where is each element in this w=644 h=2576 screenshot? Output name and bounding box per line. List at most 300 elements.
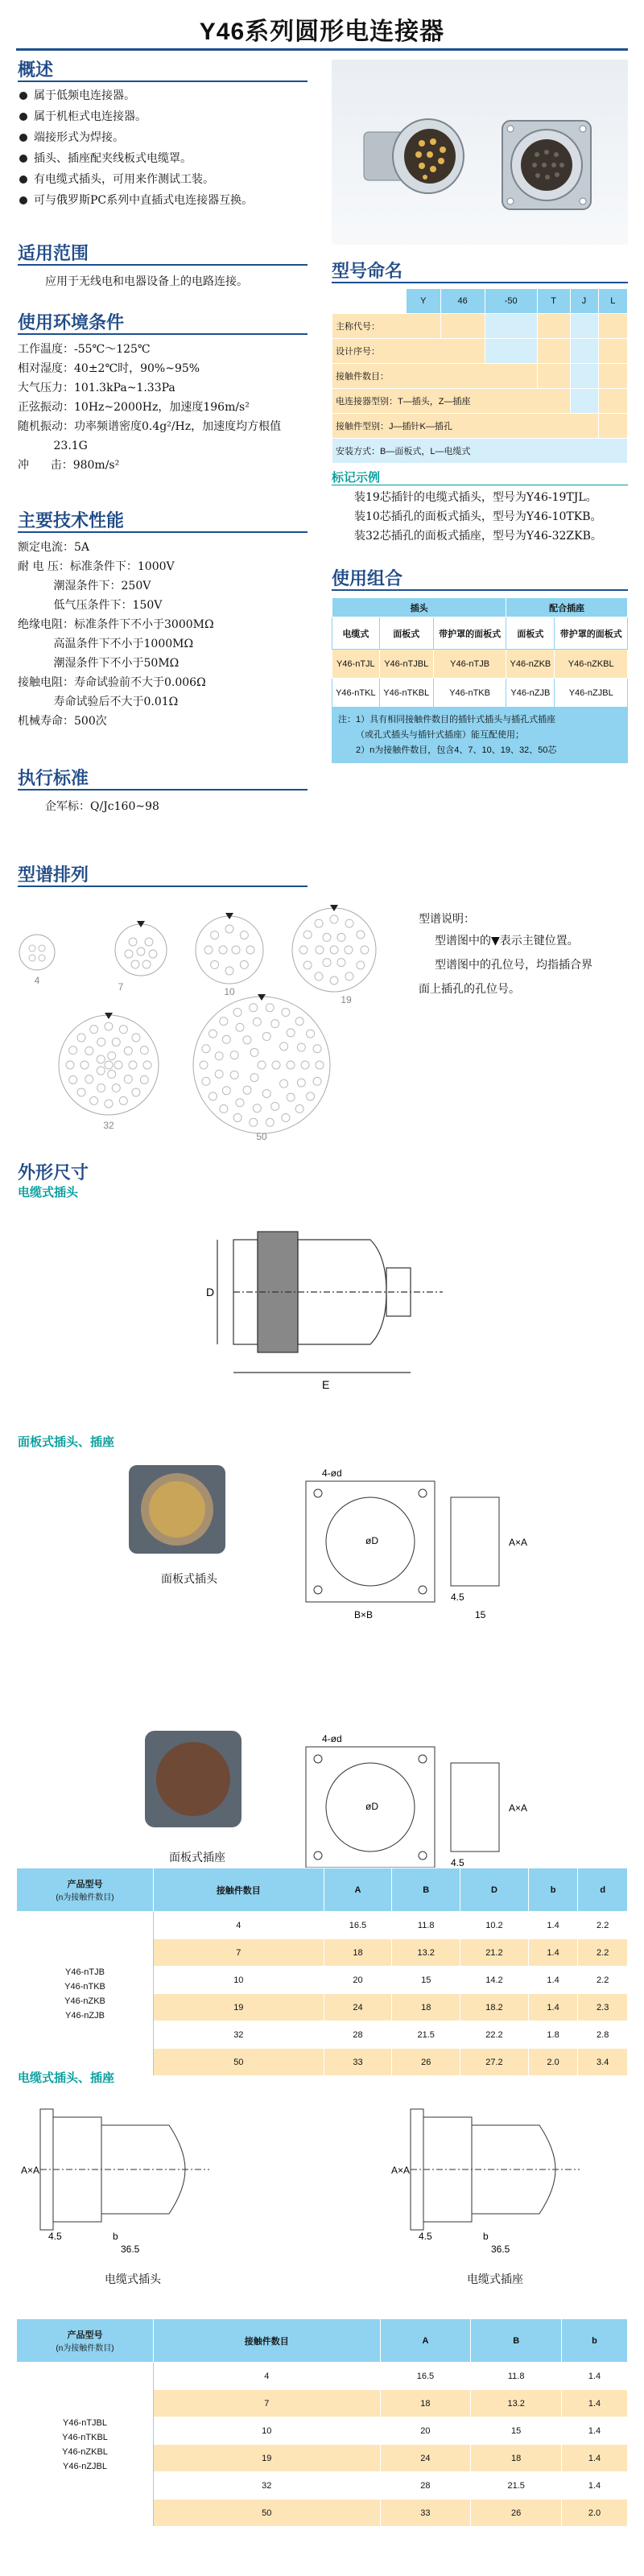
pin-hole (345, 919, 353, 927)
mark-line: 装19芯插针的电缆式插头，型号为Y46-19TJL。 (354, 491, 597, 504)
table1-cell: 22.2 (460, 2021, 529, 2049)
perf-heading: 主要技术性能 (18, 510, 125, 530)
combo-cell: Y46-nTKL (332, 679, 380, 708)
table1-cell: 7 (154, 1939, 324, 1967)
pin-hole (250, 1048, 258, 1056)
dims-heading: 外形尺寸 (18, 1162, 89, 1183)
layout-label: 19 (341, 994, 352, 1005)
table1-cell: 18.2 (460, 1994, 529, 2021)
table2-col: 接触件数目 (154, 2319, 381, 2363)
combo-cell: Y46-nTJL (332, 650, 380, 679)
combo-rule (332, 589, 628, 591)
combo-cell: Y46-nZKB (506, 650, 555, 679)
table2-cell: 26 (471, 2500, 562, 2527)
table2-cell: 19 (154, 2445, 381, 2472)
dims-panel-heading: 面板式插头、插座 (18, 1435, 115, 1449)
layout-19 (292, 908, 376, 992)
table2-cell: 1.4 (562, 2417, 628, 2445)
table2-cell: 15 (471, 2417, 562, 2445)
pin-hole (323, 933, 331, 941)
pin-hole (253, 1018, 261, 1026)
table1-cell: 2.0 (528, 2049, 578, 2076)
pin-hole (85, 1075, 93, 1084)
pin-hole (132, 1088, 140, 1096)
table1-cell: 21.2 (460, 1939, 529, 1967)
scope-rule (18, 264, 308, 266)
dim-4-5: 4.5 (451, 1591, 464, 1603)
dim-4-5: 4.5 (419, 2231, 432, 2242)
table1-row (17, 1912, 628, 1939)
table2-header-model-sub: (n为接触件数目) (56, 2344, 114, 2353)
dim-36-5: 36.5 (121, 2244, 140, 2254)
table1-cell: 13.2 (392, 1939, 460, 1967)
env-line: 23.1G (18, 440, 88, 452)
cable-socket-drawing (386, 2093, 628, 2254)
naming-row: 主称代号： (332, 314, 441, 339)
table1-model-cell (17, 1912, 154, 2076)
env-line: 大气压力：101.3kPa~1.33Pa (18, 382, 175, 394)
perf-line: 潮湿条件下：250V (18, 580, 151, 592)
table2-col: B (471, 2319, 562, 2363)
std-rule (18, 789, 308, 791)
overview-item: 端接形式为焊接。 (18, 127, 324, 148)
pin-hole (230, 1051, 238, 1059)
pin-hole (303, 931, 312, 939)
panel-plug-drawing (298, 1465, 539, 1626)
pin-hole (97, 1055, 105, 1063)
perf-list (18, 538, 214, 731)
pin-hole (105, 1100, 113, 1108)
table2-cell: 4 (154, 2363, 381, 2390)
layout-label: 32 (103, 1120, 114, 1131)
pin-hole (258, 1061, 266, 1069)
pin-hole (233, 1113, 242, 1121)
combo-cell: Y46-nTKB (433, 679, 506, 708)
table1-cell: 18 (324, 1939, 392, 1967)
table1-cell: 26 (392, 2049, 460, 2076)
pin-hole (307, 1092, 315, 1100)
dims-cable-both-heading: 电缆式插头、插座 (18, 2071, 115, 2085)
layout-label: 7 (118, 981, 124, 993)
pin-hole (200, 1061, 208, 1069)
combo-col: 面板式 (506, 617, 555, 650)
overview-item: 可与俄罗斯PC系列中直插式电连接器互换。 (18, 190, 324, 211)
table1-cell: 18 (392, 1994, 460, 2021)
pin-hole (253, 1104, 261, 1113)
pin-hole (114, 1061, 122, 1069)
pin-hole (119, 1026, 127, 1034)
table1-cell: 1.4 (528, 1967, 578, 1994)
table2-cell: 13.2 (471, 2390, 562, 2417)
pin-hole (287, 1061, 295, 1069)
table1-cell: 11.8 (392, 1912, 460, 1939)
mark-heading: 标记示例 (332, 471, 381, 485)
pin-hole (90, 1096, 98, 1104)
table1-cell: 1.8 (528, 2021, 578, 2049)
table1-cell: 2.2 (578, 1939, 628, 1967)
perf-line: 高温条件下不小于1000MΩ (18, 638, 194, 650)
table2-cell: 24 (380, 2445, 471, 2472)
pin-hole (230, 1071, 238, 1079)
pin-hole (80, 1061, 89, 1069)
combo-col: 面板式 (379, 617, 433, 650)
pin-hole (69, 1046, 77, 1055)
dim-dia: øD (365, 1801, 378, 1812)
combo-cell: Y46-nZJBL (555, 679, 628, 708)
perf-line: 接触电阻：寿命试验前不大于0.006Ω (18, 676, 206, 689)
dim-b: b (483, 2231, 489, 2242)
table2-cell: 21.5 (471, 2472, 562, 2500)
pin-hole (316, 946, 324, 954)
pin-hole (97, 1067, 105, 1075)
naming-diagram (332, 288, 628, 464)
pin-hole (77, 1034, 85, 1042)
table1-cell: 24 (324, 1994, 392, 2021)
pin-hole (250, 1004, 258, 1012)
pin-hole (211, 960, 219, 968)
pin-hole (225, 967, 233, 975)
dim-4-5: 4.5 (48, 2231, 62, 2242)
combo-cell: Y46-nZJB (506, 679, 555, 708)
naming-heading: 型号命名 (332, 261, 403, 281)
overview-item: 属于低频电连接器。 (18, 85, 324, 106)
pin-hole (315, 919, 323, 927)
mark-list (354, 488, 602, 546)
dim-E: E (322, 1378, 330, 1391)
scope-heading: 适用范围 (18, 243, 89, 263)
combo-cell: Y46-nTJBL (379, 650, 433, 679)
pin-hole (105, 1061, 113, 1069)
overview-item: 有电缆式插头，可用来作测试工装。 (18, 169, 324, 190)
pin-hole (307, 1030, 315, 1038)
pattern-desc-title: 型谱说明： (419, 913, 475, 926)
combo-heading: 使用组合 (332, 568, 403, 588)
pin-hole (112, 1038, 120, 1046)
table1-cell: 2.3 (578, 1994, 628, 2021)
pin-hole (262, 1033, 270, 1041)
plug-image (364, 119, 464, 193)
perf-line: 机械寿命：500次 (18, 715, 107, 728)
key-triangle (258, 994, 266, 1001)
pin-hole (140, 1046, 148, 1055)
env-line: 冲 击：980m/s² (18, 459, 120, 472)
combo-cell: Y46-nZKBL (555, 650, 628, 679)
perf-line: 绝缘电阻：标准条件下不小于3000MΩ (18, 618, 214, 631)
table1-cell: 33 (324, 2049, 392, 2076)
combo-group-socket: 配合插座 (506, 598, 628, 617)
env-line: 正弦振动：10Hz~2000Hz，加速度196m/s² (18, 401, 250, 414)
pin-hole (236, 1099, 244, 1107)
dim-D: D (206, 1286, 215, 1298)
dim-15: 15 (475, 1875, 486, 1886)
title-divider (16, 48, 628, 51)
pin-hole (204, 946, 213, 954)
overview-list (18, 85, 324, 211)
dim-bxb: B×B (354, 1875, 374, 1886)
pin-hole (282, 1009, 290, 1017)
pin-hole (246, 946, 254, 954)
cable-plug-drawing (201, 1208, 467, 1401)
pin-hole (297, 1043, 305, 1051)
panel-socket-image (137, 1723, 258, 1835)
pin-hole (108, 1052, 116, 1060)
table1-cell: 3.4 (578, 2049, 628, 2076)
pin-hole (222, 1035, 230, 1043)
pin-hole (240, 931, 248, 939)
pin-hole (357, 961, 365, 969)
env-line: 相对湿度：40±2℃时，90%~95% (18, 362, 200, 375)
table1-cell: 20 (324, 1967, 392, 1994)
table2-col: b (562, 2319, 628, 2363)
layout-7 (115, 924, 167, 976)
table2-cell: 28 (380, 2472, 471, 2500)
pattern-heading: 型谱排列 (18, 865, 89, 885)
code-count: -50 (485, 289, 537, 314)
pin-hole (330, 915, 338, 923)
overview-heading: 概述 (18, 60, 54, 80)
table2-row (17, 2363, 628, 2390)
pattern-desc-line: 型谱图中的▼表示主键位置。 (435, 935, 579, 947)
pin-hole (69, 1075, 77, 1084)
table2-model-cell (17, 2363, 154, 2527)
table1-cell: 1.4 (528, 1994, 578, 2021)
table1-cell: 10.2 (460, 1912, 529, 1939)
pin-hole (243, 1036, 251, 1044)
pin-hole (287, 1029, 295, 1037)
pin-hole (316, 1061, 324, 1069)
dim-b: b (113, 2231, 118, 2242)
pin-hole (77, 1088, 85, 1096)
table1-col: b (528, 1868, 578, 1912)
table2-cell: 20 (380, 2417, 471, 2445)
naming-row: 接触件型别：J—插针K—插孔 (332, 414, 599, 439)
table1-cell: 32 (154, 2021, 324, 2049)
pin-hole (233, 1009, 242, 1017)
layout-label: 50 (256, 1131, 267, 1141)
combo-col: 带护罩的面板式 (433, 617, 506, 650)
dim-dia: øD (365, 1535, 378, 1546)
env-rule (18, 333, 308, 335)
table2-cell: 1.4 (562, 2445, 628, 2472)
pin-hole (345, 946, 353, 954)
perf-rule (18, 531, 308, 533)
pin-hole (132, 1034, 140, 1042)
table1-cell: 10 (154, 1967, 324, 1994)
pin-hole (282, 1113, 290, 1121)
overview-item: 属于机柜式电连接器。 (18, 106, 324, 127)
pin-hole (129, 1061, 137, 1069)
table1-cell: 15 (392, 1967, 460, 1994)
dims-cable-plug-heading: 电缆式插头 (18, 1186, 79, 1199)
dim-holes: 4-ød (322, 1733, 342, 1744)
table2-cell: 7 (154, 2390, 381, 2417)
table1-cell: 16.5 (324, 1912, 392, 1939)
table1-col: B (392, 1868, 460, 1912)
std-text: 企军标：Q/Jc160~98 (45, 800, 159, 813)
table1-header-model-sub: (n为接触件数目) (56, 1893, 114, 1902)
pin-hole (220, 1104, 228, 1113)
pin-hole (220, 1018, 228, 1026)
pin-hole (280, 1080, 288, 1088)
table2-cell: 33 (380, 2500, 471, 2527)
table1-model: Y46-nTKB (64, 1981, 105, 1992)
code-type: T (537, 289, 570, 314)
combo-col: 电缆式 (332, 617, 380, 650)
table2-cell: 1.4 (562, 2363, 628, 2390)
dimension-table-cable (16, 2318, 628, 2527)
pin-hole (301, 1061, 309, 1069)
pin-hole (219, 946, 227, 954)
pin-hole (297, 1079, 305, 1087)
pin-hole (66, 1061, 74, 1069)
pin-hole (337, 959, 345, 967)
product-photo (332, 60, 628, 245)
naming-row: 设计序号： (332, 339, 485, 364)
combo-note: 注：1）具有相同接触件数目的插针式插头与插孔式插座 (338, 715, 556, 724)
combo-cell: Y46-nTKBL (379, 679, 433, 708)
table2-col: A (380, 2319, 471, 2363)
pin-hole (85, 1046, 93, 1055)
dim-holes: 4-ød (322, 1468, 342, 1479)
page-title: Y46系列圆形电连接器 (199, 19, 445, 45)
pin-hole (97, 1038, 105, 1046)
pin-hole (271, 1102, 279, 1110)
pin-hole (215, 1052, 223, 1060)
table1-model: Y46-nZKB (64, 1996, 105, 2006)
table1-cell: 1.4 (528, 1939, 578, 1967)
pin-hole (357, 931, 365, 939)
env-line: 随机振动：功率频谱密度0.4g²/Hz，加速度均方根值 (18, 420, 282, 433)
dim-axa: A×A (509, 1537, 528, 1548)
perf-line: 寿命试验后不大于0.01Ω (18, 696, 179, 708)
table1-model: Y46-nTJB (65, 1967, 105, 1977)
perf-line: 额定电流：5A (18, 541, 90, 554)
dimension-table-panel (16, 1868, 628, 2076)
pin-hole (315, 972, 323, 980)
pin-hole (90, 1026, 98, 1034)
pin-hole (295, 1104, 303, 1113)
pin-hole (250, 1074, 258, 1082)
pin-hole (124, 1046, 132, 1055)
layout-10 (196, 916, 263, 984)
pin-hole (119, 1096, 127, 1104)
pin-layout-diagrams (16, 900, 394, 1141)
code-mount: L (598, 289, 628, 314)
combo-note: （或孔式插头与插针式插座）能互配使用； (356, 730, 524, 740)
table2-cell: 50 (154, 2500, 381, 2527)
pin-hole (211, 931, 219, 939)
panel-plug-image (121, 1457, 242, 1562)
pin-hole (272, 1061, 280, 1069)
table1-col: d (578, 1868, 628, 1912)
pin-hole (225, 925, 233, 933)
std-heading: 执行标准 (18, 768, 89, 788)
pin-hole (266, 1118, 274, 1126)
table2-header-model-label: 产品型号 (67, 2330, 103, 2340)
pin-hole (345, 972, 353, 980)
pin-hole (313, 1045, 321, 1053)
layout-label: 4 (34, 975, 40, 986)
table1-header-model-label: 产品型号 (67, 1880, 103, 1889)
table1-cell: 21.5 (392, 2021, 460, 2049)
pin-hole (361, 946, 369, 954)
overview-item: 插头、插座配夹线板式电缆罩。 (18, 148, 324, 169)
combo-col: 带护罩的面板式 (555, 617, 628, 650)
mark-line: 装10芯插孔的面板式插头，型号为Y46-10TKB。 (354, 510, 602, 523)
pin-hole (202, 1077, 210, 1085)
pin-hole (280, 1042, 288, 1051)
panel-plug-caption: 面板式插头 (161, 1573, 217, 1586)
table1-cell: 2.2 (578, 1912, 628, 1939)
panel-socket-caption: 面板式插座 (169, 1852, 225, 1864)
code-series: 46 (440, 289, 485, 314)
table1-cell: 27.2 (460, 2049, 529, 2076)
table2-cell: 1.4 (562, 2472, 628, 2500)
dim-15: 15 (475, 1609, 486, 1620)
pin-hole (299, 946, 308, 954)
naming-rule (332, 282, 628, 283)
table1-cell: 2.8 (578, 2021, 628, 2049)
naming-row: 电连接器型别：T—插头，Z—插座 (332, 389, 571, 414)
socket-image (502, 121, 591, 209)
pin-hole (97, 1084, 105, 1092)
table1-cell: 28 (324, 2021, 392, 2049)
pin-hole (143, 1061, 151, 1069)
pin-hole (124, 1075, 132, 1084)
dim-36-5: 36.5 (491, 2244, 510, 2254)
table2-cell: 32 (154, 2472, 381, 2500)
pin-hole (271, 1020, 279, 1028)
combo-notes (332, 708, 628, 763)
combo-group-plug: 插头 (332, 598, 506, 617)
pin-hole (222, 1087, 230, 1095)
table2-cell: 1.4 (562, 2390, 628, 2417)
layout-label: 10 (224, 986, 235, 997)
table2-cell: 2.0 (562, 2500, 628, 2527)
table1-cell: 19 (154, 1994, 324, 2021)
table1-col: 接触件数目 (154, 1868, 324, 1912)
env-line: 工作温度：-55℃～125℃ (18, 343, 151, 356)
pin-hole (202, 1045, 210, 1053)
dim-axa: A×A (509, 1802, 528, 1814)
perf-line: 低气压条件下：150V (18, 599, 163, 612)
pin-hole (243, 1086, 251, 1094)
table2-cell: 10 (154, 2417, 381, 2445)
code-prefix: Y (407, 289, 441, 314)
scope-text: 应用于无线电和电器设备上的电路连接。 (45, 275, 248, 288)
pin-hole (323, 959, 331, 967)
table1-cell: 1.4 (528, 1912, 578, 1939)
table2-cell: 18 (471, 2445, 562, 2472)
cable-plug-drawing-2 (16, 2093, 258, 2254)
pin-hole (215, 1070, 223, 1078)
pattern-description (419, 910, 636, 1001)
table1-cell: 50 (154, 2049, 324, 2076)
table1-model: Y46-nZJB (65, 2010, 105, 2021)
key-triangle (105, 1013, 113, 1019)
pin-hole (232, 946, 240, 954)
pin-hole (108, 1070, 116, 1078)
pattern-desc-line: 面上插孔的孔位号。 (419, 983, 520, 996)
table2-model: Y46-nZJBL (62, 2461, 108, 2471)
combo-table (332, 597, 628, 763)
pin-hole (313, 1077, 321, 1085)
mark-line: 装32芯插孔的面板式插座，型号为Y46-32ZKB。 (354, 530, 602, 543)
table2-cell: 16.5 (380, 2363, 471, 2390)
pattern-desc-line: 型谱图中的孔位号，均指插合界 (435, 959, 592, 972)
table1-cell: 2.2 (578, 1967, 628, 1994)
env-list (18, 340, 281, 475)
